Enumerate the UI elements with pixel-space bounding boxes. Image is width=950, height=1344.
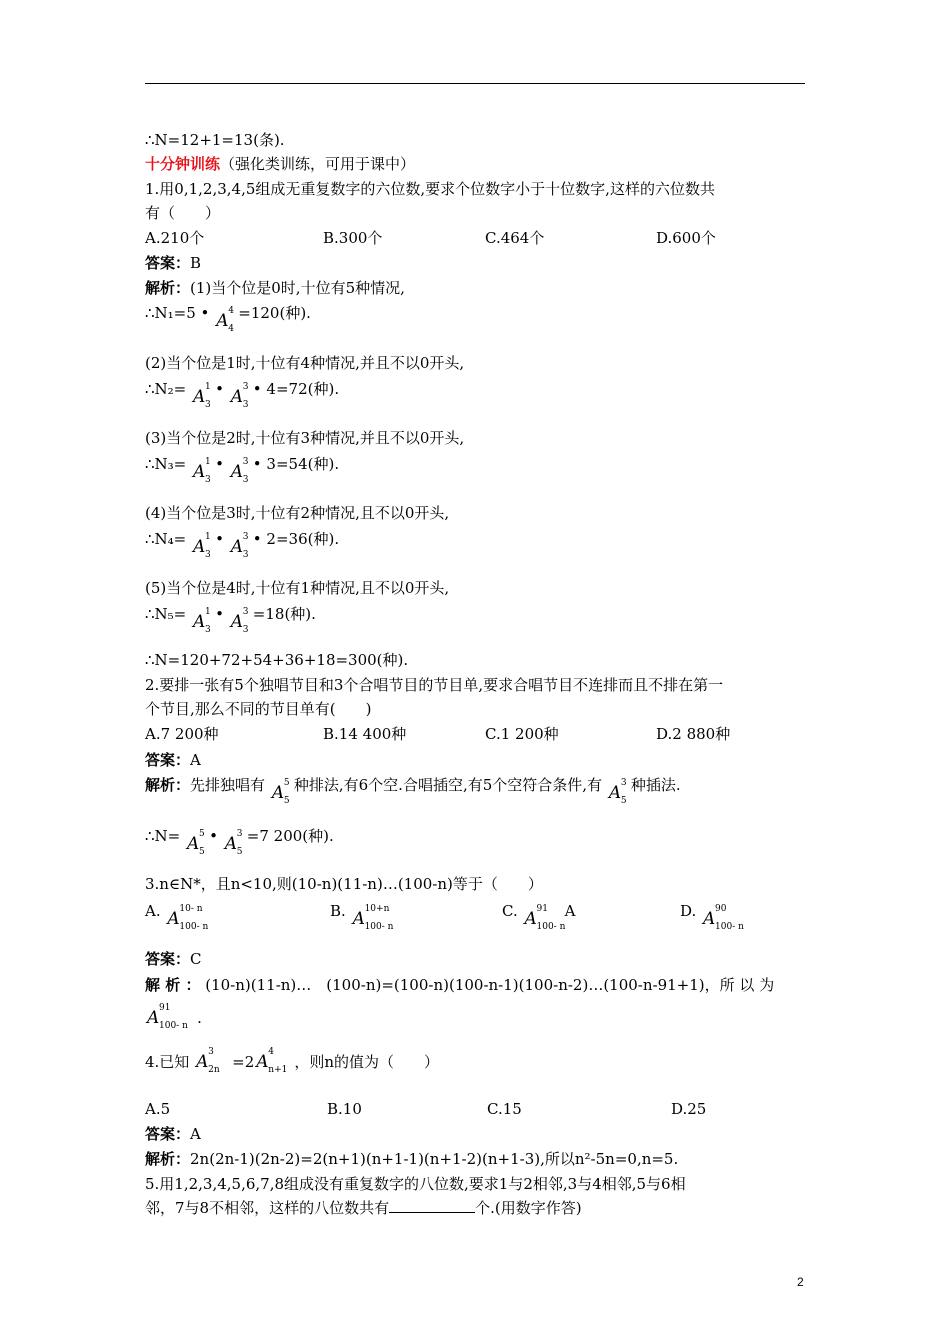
- question-2-text-cont: 个节目,那么不同的节目单有( ): [145, 700, 372, 718]
- q2-option-c: C.1 200种: [485, 725, 559, 743]
- permutation-symbol: A 3 5: [224, 829, 243, 857]
- permutation-symbol: A 1 3: [193, 457, 211, 485]
- permutation-symbol: A 91 100- n: [147, 1003, 188, 1031]
- permutation-symbol: A 1 3: [193, 532, 211, 560]
- permutation-symbol: A 3 3: [230, 457, 249, 485]
- answer-value: C: [190, 950, 202, 968]
- page-number: 2: [797, 1275, 804, 1289]
- permutation-symbol: A 5 5: [187, 829, 205, 857]
- dot-operator: •: [215, 530, 224, 548]
- permutation-symbol: A 4 4: [216, 306, 234, 334]
- answer-value: B: [190, 254, 202, 272]
- permutation-symbol: A 1 3: [193, 607, 211, 635]
- formula-text: • 2=36(种).: [252, 530, 340, 548]
- formula-text: ∴N₄=: [145, 530, 187, 548]
- q3-option-b: B. A 10+n 100- n: [330, 902, 394, 932]
- q1-option-b: B.300个: [323, 229, 383, 247]
- q2-n-formula: [145, 826, 334, 857]
- permutation-symbol: A 4 n+1: [256, 1047, 288, 1075]
- q2-analysis: [145, 775, 681, 806]
- section-title: 十分钟训练: [145, 155, 221, 173]
- q1-analysis-3: (3)当个位是2时,十位有3种情况,并且不以0开头,: [145, 429, 465, 447]
- q3-option-a: A. A 10- n 100- n: [145, 902, 209, 932]
- dot-operator: •: [215, 455, 224, 473]
- formula-text: ∴N₅=: [145, 605, 187, 623]
- q1-n2-formula: [145, 379, 340, 410]
- analysis-text: 先排独唱有: [190, 776, 266, 794]
- permutation-symbol: A 5 5: [271, 778, 290, 806]
- formula-text: =18(种).: [252, 605, 316, 623]
- analysis-text: 种排法,有6个空.合唱插空,有5个空符合条件,有: [293, 776, 603, 794]
- analysis-label: 解 析 ：: [145, 976, 201, 994]
- question-3-text: 3.n∈N*，且n<10,则(10-n)(11-n)…(100-n)等于（ ）: [145, 875, 543, 893]
- answer-label: 答案：: [145, 950, 191, 968]
- q1-analysis-4: (4)当个位是3时,十位有2种情况,且不以0开头,: [145, 504, 450, 522]
- q4-option-a: A.5: [145, 1100, 171, 1118]
- q1-analysis-1: [145, 278, 405, 298]
- answer-value: A: [190, 1125, 201, 1143]
- analysis-label: 解析：: [145, 279, 191, 297]
- answer-blank[interactable]: [389, 1198, 475, 1213]
- q1-option-d: D.600个: [656, 229, 716, 247]
- q1-total: ∴N=120+72+54+36+18=300(种).: [145, 651, 409, 669]
- q4-analysis: [145, 1149, 678, 1169]
- q1-analysis-5: (5)当个位是4时,十位有1种情况,且不以0开头,: [145, 579, 450, 597]
- answer-label: 答案：: [145, 751, 191, 769]
- question-2-text: 2.要排一张有5个独唱节目和3个合唱节目的节目单,要求合唱节目不连排而且不排在第一: [145, 676, 724, 694]
- dot-operator: •: [215, 605, 224, 623]
- dot-operator: •: [215, 380, 224, 398]
- permutation-symbol: A 10+n 100- n: [352, 904, 394, 932]
- formula-text: =7 200(种).: [246, 827, 334, 845]
- question-5-text: 5.用1,2,3,4,5,6,7,8组成没有重复数字的八位数,要求1与2相邻,3与4相邻,5与6相: [145, 1175, 686, 1193]
- formula-text: ∴N₂=: [145, 380, 187, 398]
- permutation-symbol: A 3 3: [230, 382, 249, 410]
- q3-analysis-cont: A 91 100- n .: [147, 1003, 202, 1031]
- formula-text: ∴N=: [145, 827, 181, 845]
- q2-option-b: B.14 400种: [323, 725, 407, 743]
- question-1-text-cont: 有（ ）: [145, 204, 221, 222]
- permutation-symbol: A 3 2n: [196, 1047, 220, 1075]
- analysis-label: 解析：: [145, 1150, 191, 1168]
- header-rule: [145, 83, 805, 84]
- analysis-text: (10-n)(11-n)… (100-n)=(100-n)(100-n-1)(100-n-2)…(100-n-91+1)，所 以 为: [205, 976, 775, 994]
- formula-text: =120(种).: [238, 304, 311, 322]
- analysis-label: 解析：: [145, 776, 191, 794]
- formula-text: • 3=54(种).: [252, 455, 340, 473]
- analysis-text: 种插法.: [630, 776, 681, 794]
- q3-answer: [145, 949, 202, 969]
- permutation-symbol: A 3 3: [230, 532, 249, 560]
- permutation-symbol: A 3 3: [230, 607, 249, 635]
- analysis-text: 2n(2n-1)(2n-2)=2(n+1)(n+1-1)(n+1-2)(n+1-3),所以n²-5n=0,n=5.: [190, 1150, 679, 1168]
- formula-text: ∴N₁=5 •: [145, 304, 210, 322]
- q4-answer: [145, 1124, 201, 1144]
- q4-option-c: C.15: [487, 1100, 522, 1118]
- text-line: ∴N=12+1=13(条).: [145, 131, 285, 149]
- analysis-text: (1)当个位是0时,十位有5种情况,: [190, 279, 405, 297]
- permutation-symbol: A 90 100- n: [703, 904, 744, 932]
- q4-option-d: D.25: [671, 1100, 707, 1118]
- q1-n4-formula: [145, 529, 340, 560]
- section-heading: [145, 154, 415, 174]
- q1-option-a: A.210个: [145, 229, 205, 247]
- question-4-text: 4.已知 A 3 2n =2 A 4 n+1 ，则n的值为（ ）: [145, 1047, 440, 1075]
- permutation-symbol: A 1 3: [193, 382, 211, 410]
- q1-analysis-2: (2)当个位是1时,十位有4种情况,并且不以0开头,: [145, 354, 465, 372]
- q2-answer: [145, 750, 201, 770]
- q3-analysis: [145, 975, 774, 995]
- formula-text: • 4=72(种).: [252, 380, 340, 398]
- q1-n5-formula: [145, 604, 316, 635]
- q3-option-d: D. A 90 100- n: [680, 902, 744, 932]
- q2-option-d: D.2 880种: [656, 725, 731, 743]
- permutation-symbol: A 3 5: [608, 778, 627, 806]
- dot-operator: •: [209, 827, 218, 845]
- question-5-text-cont: 邻，7与8不相邻，这样的八位数共有 个.(用数字作答): [145, 1199, 582, 1217]
- q4-option-b: B.10: [327, 1100, 362, 1118]
- q1-option-c: C.464个: [485, 229, 545, 247]
- permutation-symbol: A 91 100- n: [524, 904, 566, 932]
- formula-text: ∴N₃=: [145, 455, 187, 473]
- q1-n3-formula: [145, 454, 340, 485]
- q1-n1-formula: [145, 303, 311, 334]
- q1-answer: [145, 253, 201, 273]
- answer-label: 答案：: [145, 1125, 191, 1143]
- question-1-text: 1.用0,1,2,3,4,5组成无重复数字的六位数,要求个位数字小于十位数字,这样的六位数共: [145, 180, 715, 198]
- permutation-symbol: A 10- n 100- n: [167, 904, 209, 932]
- answer-label: 答案：: [145, 254, 191, 272]
- section-note: （强化类训练，可用于课中）: [220, 155, 416, 173]
- q2-option-a: A.7 200种: [145, 725, 219, 743]
- q3-option-c: C. A 91 100- n A: [502, 902, 576, 932]
- answer-value: A: [190, 751, 201, 769]
